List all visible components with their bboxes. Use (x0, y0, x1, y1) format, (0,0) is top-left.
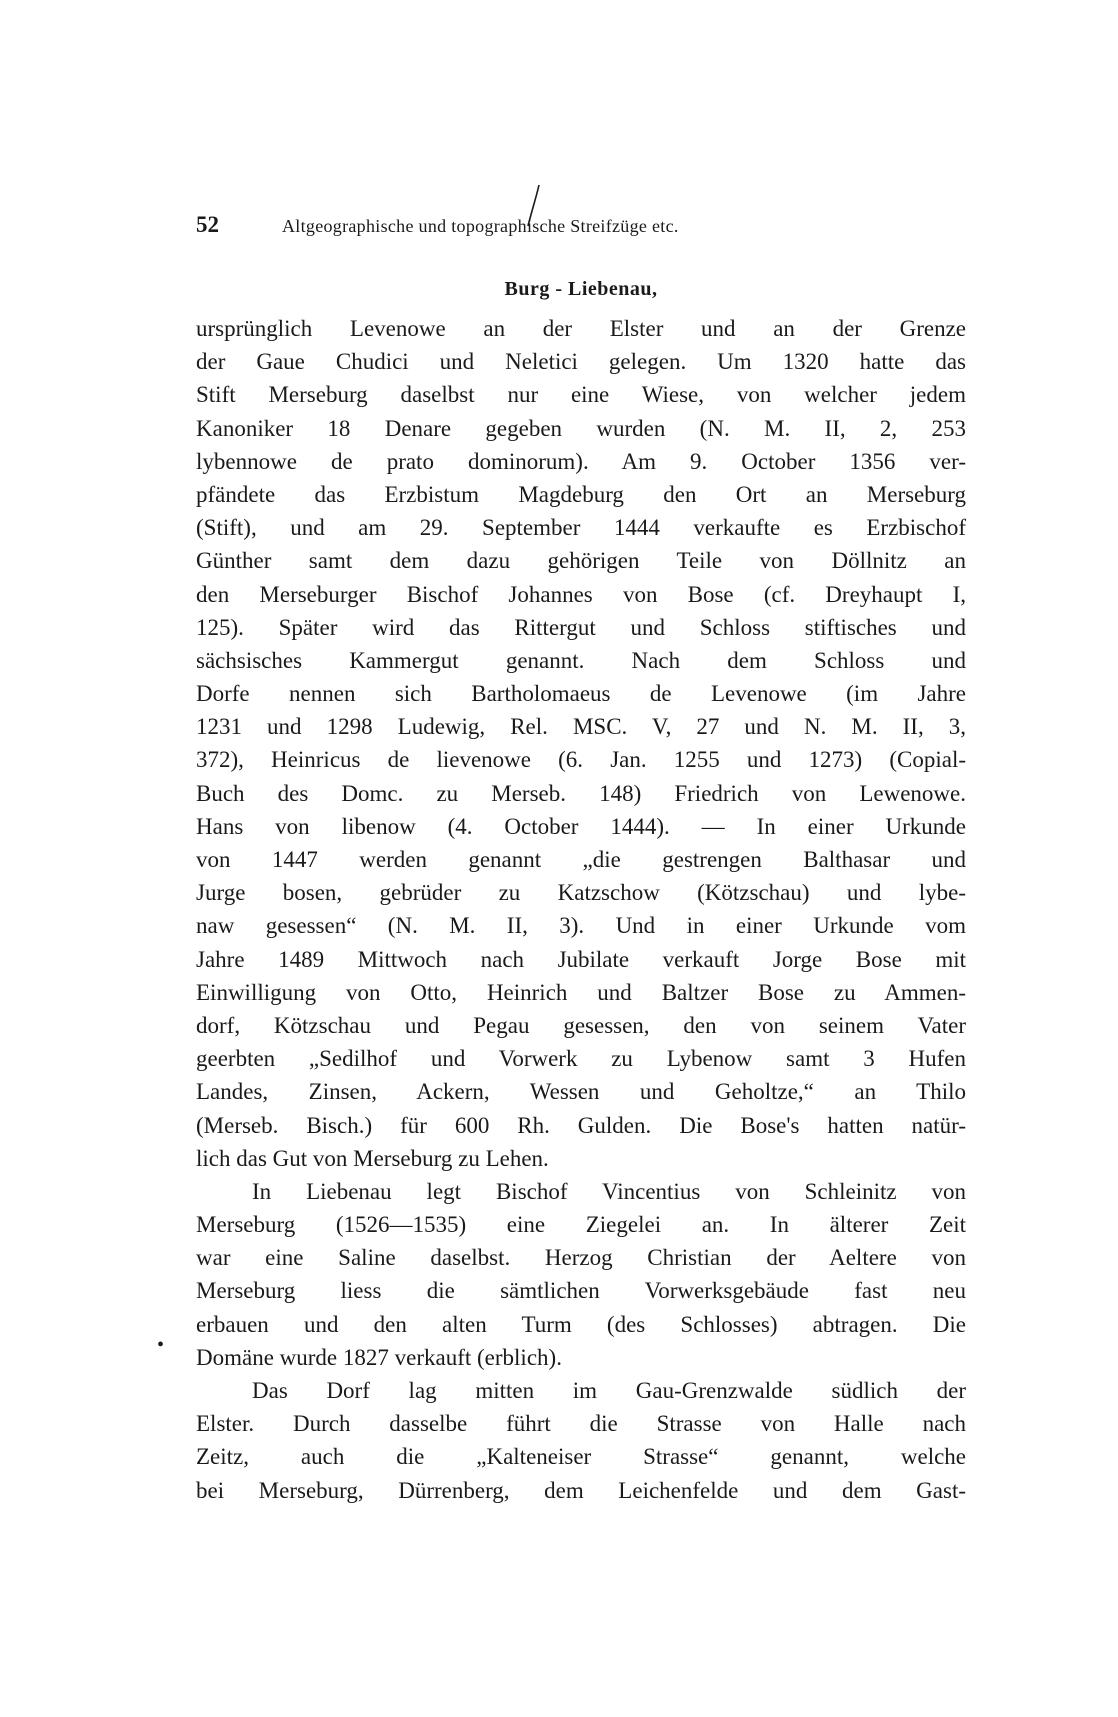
text-line: (Stift), und am 29. September 1444 verkaufte es Erzbischof (196, 515, 966, 541)
text-line: den Merseburger Bischof Johannes von Bose (cf. Dreyhaupt I, (196, 581, 966, 607)
text-line: 372), Heinricus de lievenowe (6. Jan. 1255 und 1273) (Copial- (196, 747, 966, 773)
text-line: Elster. Durch dasselbe führt die Strasse von Halle nach (196, 1411, 966, 1437)
text-line: Kanoniker 18 Denare gegeben wurden (N. M. II, 2, 253 (196, 415, 966, 441)
pen-stroke-mark (524, 184, 544, 228)
text-line: Landes, Zinsen, Ackern, Wessen und Geholtze,“ an Thilo (196, 1079, 966, 1105)
text-line: Jahre 1489 Mittwoch nach Jubilate verkauft Jorge Bose mit (196, 946, 966, 972)
text-line: geerbten „Sedilhof und Vorwerk zu Lybenow samt 3 Hufen (196, 1046, 966, 1072)
text-line: Merseburg (1526—1535) eine Ziegelei an. In älterer Zeit (196, 1212, 966, 1238)
text-line: von 1447 werden genannt „die gestrengen Balthasar und (196, 847, 966, 872)
text-line: 1231 und 1298 Ludewig, Rel. MSC. V, 27 und N. M. II, 3, (196, 714, 966, 740)
text-line: sächsisches Kammergut genannt. Nach dem Schloss und (196, 647, 966, 673)
body-text (196, 312, 966, 1507)
text-line: naw gesessen“ (N. M. II, 3). Und in einer Urkunde vom (196, 913, 966, 939)
text-line: erbauen und den alten Turm (des Schlosses) abtragen. Die (196, 1311, 966, 1337)
text-line: 125). Später wird das Rittergut und Schloss stiftisches und (196, 614, 966, 640)
text-line: In Liebenau legt Bischof Vincentius von Schleinitz von (252, 1178, 966, 1204)
page-number: 52 (196, 212, 219, 237)
text-line: Dorfe nennen sich Bartholomaeus de Levenowe (im Jahre (196, 681, 966, 707)
text-line: dorf, Kötzschau und Pegau gesessen, den von seinem Vater (196, 1012, 966, 1038)
text-line: ursprünglich Levenowe an der Elster und an der Grenze (196, 316, 966, 341)
text-line: war eine Saline daselbst. Herzog Christian der Aeltere von (196, 1245, 966, 1271)
text-line: pfändete das Erzbistum Magdeburg den Ort an Merseburg (196, 481, 966, 507)
margin-mark: • (157, 1334, 165, 1356)
running-title: Altgeographische und topographische Streifzüge etc. (282, 216, 679, 236)
text-line: der Gaue Chudici und Neletici gelegen. Um 1320 hatte das (196, 349, 966, 375)
running-head (196, 212, 956, 242)
section-title: Burg - Liebenau, (504, 278, 658, 300)
text-line: lich das Gut von Merseburg zu Lehen. (196, 1145, 549, 1171)
text-line: Zeitz, auch die „Kalteneiser Strasse“ genannt, welche (196, 1444, 966, 1470)
text-line: (Merseb. Bisch.) für 600 Rh. Gulden. Die Bose's hatten natür- (196, 1112, 966, 1138)
text-line: Jurge bosen, gebrüder zu Katzschow (Kötzschau) und lybe- (196, 880, 966, 906)
text-line: Hans von libenow (4. October 1444). — In einer Urkunde (196, 813, 966, 839)
text-line: lybennowe de prato dominorum). Am 9. October 1356 ver- (196, 448, 966, 474)
text-line: bei Merseburg, Dürrenberg, dem Leichenfelde und dem Gast- (196, 1477, 966, 1503)
text-line: Günther samt dem dazu gehörigen Teile von Döllnitz an (196, 548, 966, 574)
text-line: Einwilligung von Otto, Heinrich und Baltzer Bose zu Ammen- (196, 979, 966, 1005)
text-line: Das Dorf lag mitten im Gau-Grenzwalde südlich der (252, 1378, 966, 1403)
text-line: Domäne wurde 1827 verkauft (erblich). (196, 1344, 562, 1370)
text-line: Stift Merseburg daselbst nur eine Wiese, von welcher jedem (196, 382, 966, 408)
text-line: Buch des Domc. zu Merseb. 148) Friedrich von Lewenowe. (196, 780, 966, 806)
text-line: Merseburg liess die sämtlichen Vorwerksgebäude fast neu (196, 1278, 966, 1304)
